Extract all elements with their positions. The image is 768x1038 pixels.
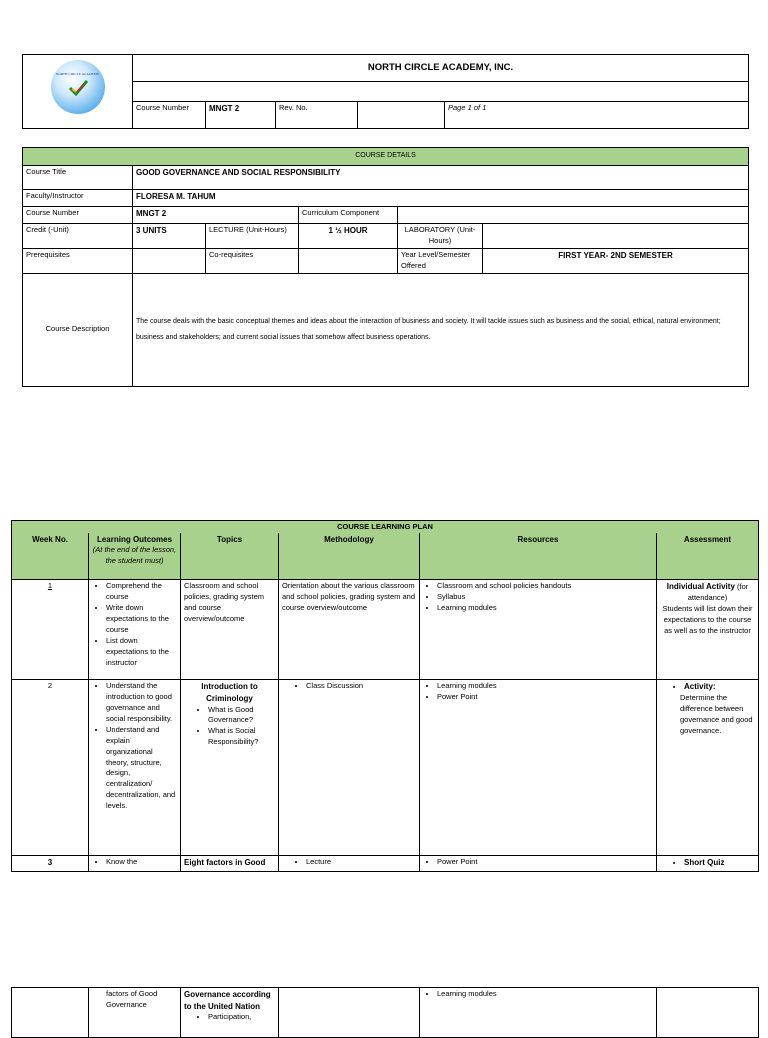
header-outcomes	[89, 533, 181, 580]
course-title-value: GOOD GOVERNANCE AND SOCIAL RESPONSIBILITY	[133, 166, 749, 190]
course-details-table	[22, 147, 749, 387]
resource-item: • Power Point	[437, 857, 653, 868]
week-number: 2	[12, 680, 89, 856]
assessment-title: • Short Quiz	[684, 857, 755, 869]
rev-no-label: Rev. No.	[276, 102, 358, 129]
week-number	[12, 988, 89, 1038]
header-blank-row	[133, 82, 749, 102]
week-number: 3	[12, 856, 89, 872]
plan-row-week-3-continued	[12, 988, 759, 1038]
methodology-cell	[279, 856, 420, 872]
page-label: Page 1 of 1	[445, 102, 749, 129]
year-level-value: FIRST YEAR- 2ND SEMESTER	[483, 248, 749, 273]
methodology-item: • Class Discussion	[306, 681, 416, 692]
resource-item: • Learning modules	[437, 603, 653, 614]
faculty-label: Faculty/Instructor	[23, 190, 133, 207]
header-table	[22, 54, 749, 129]
coreq-label: Co-requisites	[206, 248, 299, 273]
outcomes-cell: factors of Good Governance	[89, 988, 181, 1038]
course-number-label-2: Course Number	[23, 207, 133, 224]
methodology-cell: Orientation about the various classroom and school policies, grading system and course overview/outcome	[279, 580, 420, 680]
topic-title: Eight factors in Good	[181, 856, 279, 872]
resource-item: • Syllabus	[437, 592, 653, 603]
course-title-label: Course Title	[23, 166, 133, 190]
topic-item: • What is Social Responsibility?	[208, 726, 275, 748]
resources-cell	[420, 988, 657, 1038]
resources-cell	[420, 680, 657, 856]
faculty-value: FLORESA M. TAHUM	[133, 190, 749, 207]
course-number-value-2: MNGT 2	[133, 207, 299, 224]
course-number-label: Course Number	[133, 102, 206, 129]
header-week: Week No.	[12, 533, 89, 580]
lab-value	[483, 224, 749, 249]
outcome-item: • Comprehend the course	[106, 581, 177, 603]
lecture-value: 1 ½ HOUR	[299, 224, 398, 249]
assessment-cell	[657, 580, 759, 680]
credit-value: 3 UNITS	[133, 224, 206, 249]
description-value: The course deals with the basic conceptual themes and ideas about the interaction of business and society. It will tackle issues such as business and the social, ethical, natural environment; business and stakeholders; and current social issues that somehow affect business operations.	[133, 273, 749, 386]
learning-plan-continuation-table	[11, 987, 759, 1038]
resource-item: • Learning modules	[437, 681, 653, 692]
prereq-value	[133, 248, 206, 273]
learning-plan-table	[11, 520, 759, 872]
lecture-label: LECTURE (Unit-Hours)	[206, 224, 299, 249]
topic-item: • Participation,	[208, 1012, 275, 1023]
header-outcomes-title: Learning Outcomes	[96, 534, 173, 544]
methodology-item: • Lecture	[306, 857, 416, 868]
plan-row-week-1	[12, 580, 759, 680]
logo-cell	[23, 55, 133, 129]
methodology-cell	[279, 680, 420, 856]
resource-item: • Learning modules	[437, 989, 653, 1000]
header-topics: Topics	[181, 533, 279, 580]
lab-label: LABORATORY (Unit-Hours)	[398, 224, 483, 249]
header-outcomes-note: (At the end of the lesson, the student must)	[92, 545, 177, 566]
plan-row-week-3	[12, 856, 759, 872]
header-methodology: Methodology	[279, 533, 420, 580]
course-number-value: MNGT 2	[206, 102, 276, 129]
assessment-cell	[657, 856, 759, 872]
credit-label: Credit (-Unit)	[23, 224, 133, 249]
logo-text: NORTH CIRCLE ACADEMY	[55, 72, 100, 76]
header-assessment: Assessment	[657, 533, 759, 580]
logo-check-icon	[68, 80, 88, 96]
school-logo	[51, 60, 105, 114]
outcomes-cell	[89, 856, 181, 872]
prereq-label: Prerequisites	[23, 248, 133, 273]
assessment-text: Students will list down their expectations to the course as well as to the instructor	[662, 604, 753, 635]
outcomes-cell	[89, 680, 181, 856]
assessment-text: Determine the difference between governance and good governance.	[680, 692, 753, 735]
curriculum-label: Curriculum Component	[299, 207, 398, 224]
resources-cell	[420, 580, 657, 680]
topics-cell	[181, 680, 279, 856]
outcome-item: • Understand and explain organizational theory, structure, design, centralization/ decentralization, and levels.	[106, 725, 177, 812]
course-details-title: COURSE DETAILS	[23, 148, 749, 166]
assessment-cell	[657, 680, 759, 856]
week-number: 1	[12, 580, 89, 680]
coreq-value	[299, 248, 398, 273]
description-label: Course Description	[23, 273, 133, 386]
rev-no-value	[358, 102, 445, 129]
assessment-title: • Activity:	[684, 681, 755, 693]
curriculum-value	[398, 207, 749, 224]
topic-item: • What is Good Governance?	[208, 705, 275, 727]
resource-item: • Classroom and school policies handouts	[437, 581, 653, 592]
assessment-cell	[657, 988, 759, 1038]
header-resources: Resources	[420, 533, 657, 580]
topic-title: Governance according to the United Nation	[184, 990, 271, 1011]
outcomes-cell	[89, 580, 181, 680]
assessment-paren: (for attendance)	[687, 582, 749, 603]
outcome-item: • Know the	[106, 857, 177, 868]
methodology-cell	[279, 988, 420, 1038]
outcome-item: • List down expectations to the instructor	[106, 636, 177, 669]
outcome-item: • Understand the introduction to good governance and social responsibility.	[106, 681, 177, 725]
year-level-label: Year Level/Semester Offered	[398, 248, 483, 273]
resources-cell	[420, 856, 657, 872]
topics-cell: Classroom and school policies, grading system and course overview/outcome	[181, 580, 279, 680]
resource-item: • Power Point	[437, 692, 653, 703]
outcome-item: • Write down expectations to the course	[106, 603, 177, 636]
school-name: NORTH CIRCLE ACADEMY, INC.	[133, 55, 749, 82]
plan-title: COURSE LEARNING PLAN	[12, 521, 759, 533]
assessment-title: Individual Activity	[666, 582, 735, 592]
topics-cell	[181, 988, 279, 1038]
plan-row-week-2	[12, 680, 759, 856]
topic-title: Introduction to Criminology	[201, 682, 258, 703]
